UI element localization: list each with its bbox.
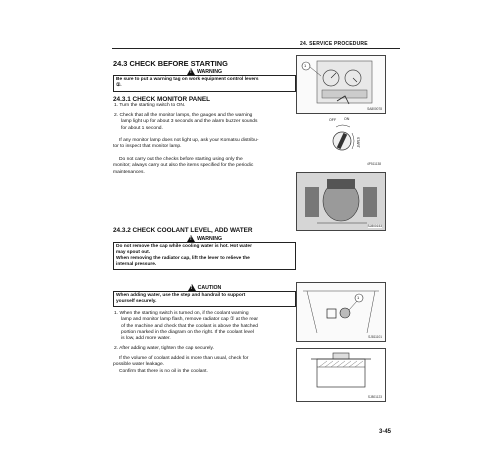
- line: for about 1 second.: [121, 125, 163, 131]
- radiator-cap-illustration: [297, 283, 385, 341]
- figure2-code: 4P511138: [366, 162, 381, 166]
- figure-monitor-panel: [296, 55, 386, 114]
- figure4-code: SJ811101: [368, 335, 382, 339]
- switch-off-label: OFF: [329, 118, 337, 122]
- line: When removing the radiator cap, lift the lever to relieve the: [116, 256, 250, 262]
- warning-triangle-icon: [187, 235, 195, 242]
- coolant-note: [113, 356, 249, 375]
- section-title: 24.3 CHECK BEFORE STARTING: [113, 59, 228, 68]
- monitor-note: [113, 138, 259, 151]
- warning2-label: WARNING: [196, 235, 223, 242]
- monitor-panel-illustration: [297, 56, 385, 113]
- warning1-text: Be sure to put a warning tag on work equipment control levers: [116, 77, 259, 82]
- warning1-box: [113, 75, 296, 92]
- subsection-title-coolant: 24.3.2 CHECK COOLANT LEVEL, ADD WATER: [113, 227, 253, 234]
- line: If the volume of coolant added is more than usual, check for: [119, 356, 249, 361]
- line: Do not carry out the checks before starting using only the: [119, 157, 243, 162]
- warning2-box: [113, 242, 296, 270]
- operator-seat-illustration: [297, 173, 385, 230]
- caution-heading: [113, 284, 296, 291]
- line: of the machine and check that the coolant is above the hatched: [121, 323, 259, 329]
- figure5-code: SJ801123: [367, 395, 382, 399]
- coolant-level-illustration: [297, 349, 385, 401]
- running-head: 24. SERVICE PROCEDURE: [300, 41, 368, 47]
- line: Do not remove the cap while cooling water is hot. Hot water: [116, 244, 252, 249]
- line: maintenances.: [113, 169, 145, 175]
- monitor-step-2: [114, 113, 257, 132]
- figure-coolant-level: [296, 348, 386, 402]
- line: When adding water, use the step and handrail to support: [116, 293, 246, 298]
- line: If any monitor lamp does not light up, ask your Komatsu distribu-: [119, 138, 259, 143]
- coolant-step-2: 2. After adding water, tighten the cap securely.: [114, 346, 214, 351]
- figure4-callout: 1: [357, 295, 360, 300]
- figure1-callout: 1: [304, 63, 307, 68]
- header-rule: [112, 48, 400, 49]
- line: monitor; always carry out also the items specified for the periodic: [113, 163, 254, 169]
- caution-box: [113, 291, 296, 307]
- line: 1. When the starting switch is turned on, if the coolant warning: [114, 311, 249, 316]
- warning1-label: WARNING: [196, 68, 223, 75]
- figure-key-switch: [296, 113, 384, 170]
- figure1-code: SA800078: [367, 107, 382, 111]
- warning2-heading: [113, 235, 296, 242]
- figure3-code: SJ800153: [367, 224, 382, 228]
- caution-triangle-icon: [188, 284, 196, 291]
- line: tor to inspect that monitor lamp.: [113, 144, 182, 150]
- warning1-heading: [113, 68, 296, 75]
- warning-triangle-icon: [187, 68, 195, 75]
- monitor-caution: [113, 157, 254, 176]
- monitor-step-1: 1. Turn the starting switch to ON.: [114, 103, 186, 108]
- subsection-title-monitor: 24.3.1 CHECK MONITOR PANEL: [113, 96, 211, 103]
- line: portion marked in the diagram on the right. If the coolant level: [121, 329, 254, 335]
- warning1-ref: ①.: [116, 83, 122, 89]
- line: internal pressure.: [116, 262, 157, 268]
- switch-on-label: ON: [344, 117, 350, 121]
- coolant-step-1: [114, 311, 258, 342]
- line: Confirm that there is no oil in the coolant.: [119, 368, 208, 374]
- line: lamp light up for about 3 seconds and the alarm buzzer sounds: [121, 119, 258, 125]
- page-number: 3-45: [379, 429, 392, 435]
- figure-radiator-cap: [296, 282, 386, 342]
- switch-start-label: START: [356, 137, 360, 148]
- line: possible water leakage.: [113, 362, 165, 368]
- line: lamp and monitor lamp flash, remove radiator cap ① at the rear: [121, 317, 259, 323]
- line: yourself securely.: [116, 299, 157, 305]
- line: 2. Check that all the monitor lamps, the gauges and the warning: [114, 113, 253, 118]
- caution-label: CAUTION: [197, 284, 222, 291]
- line: may spout out.: [116, 250, 151, 256]
- figure-operator-seat: [296, 172, 386, 231]
- line: is low, add more water.: [121, 336, 171, 342]
